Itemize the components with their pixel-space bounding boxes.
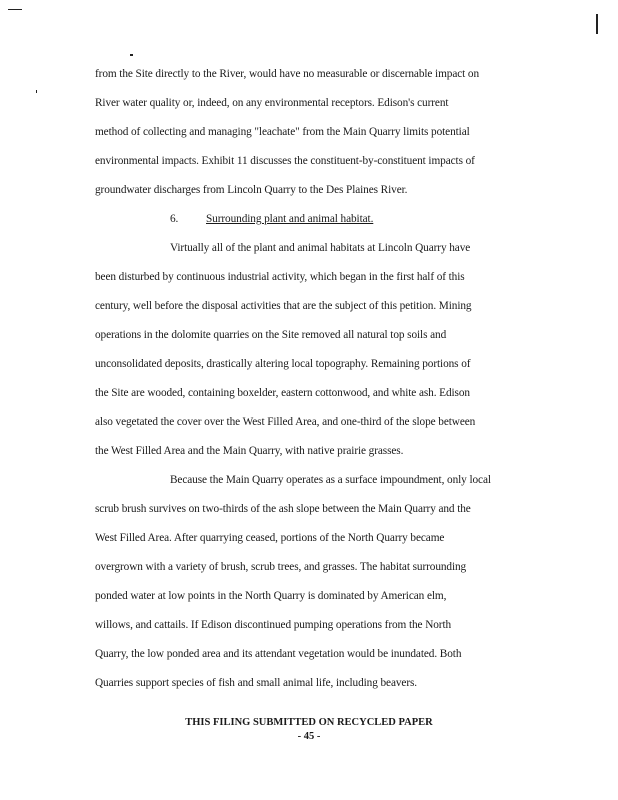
scan-mark-top-left	[8, 9, 22, 10]
text-line: century, well before the disposal activities that are the subject of this petition. Mining	[95, 300, 472, 312]
section-title: Surrounding plant and animal habitat.	[206, 213, 374, 225]
section-number: 6.	[170, 213, 179, 225]
text-line: Virtually all of the plant and animal habitats at Lincoln Quarry have	[170, 242, 471, 254]
text-line: unconsolidated deposits, drastically altering local topography. Remaining portions of	[95, 358, 471, 370]
scan-dot	[130, 54, 133, 56]
text-line: Quarries support species of fish and small animal life, including beavers.	[95, 677, 418, 689]
text-line: willows, and cattails. If Edison discontinued pumping operations from the North	[95, 619, 452, 631]
text-line: environmental impacts. Exhibit 11 discusses the constituent-by-constituent impacts of	[95, 155, 475, 167]
text-line: been disturbed by continuous industrial activity, which began in the first half of this	[95, 271, 465, 283]
scan-mark-top-right	[596, 14, 598, 34]
text-line: the West Filled Area and the Main Quarry, with native prairie grasses.	[95, 445, 404, 457]
text-line: ponded water at low points in the North Quarry is dominated by American elm,	[95, 590, 447, 602]
text-line: scrub brush survives on two-thirds of the ash slope between the Main Quarry and the	[95, 503, 471, 515]
text-line: the Site are wooded, containing boxelder, eastern cottonwood, and white ash. Edison	[95, 387, 470, 399]
page-number: - 45 -	[297, 731, 321, 742]
text-line: also vegetated the cover over the West Filled Area, and one-third of the slope between	[95, 416, 476, 428]
text-line: overgrown with a variety of brush, scrub trees, and grasses. The habitat surrounding	[95, 561, 467, 573]
scan-dot	[36, 90, 37, 93]
text-line: West Filled Area. After quarrying ceased, portions of the North Quarry became	[95, 532, 445, 544]
text-line: operations in the dolomite quarries on the Site removed all natural top soils and	[95, 329, 447, 341]
text-line: Because the Main Quarry operates as a surface impoundment, only local	[170, 474, 491, 486]
recycled-paper-notice: THIS FILING SUBMITTED ON RECYCLED PAPER	[185, 717, 433, 728]
text-line: River water quality or, indeed, on any environmental receptors. Edison's current	[95, 97, 449, 109]
text-line: method of collecting and managing "leachate" from the Main Quarry limits potential	[95, 126, 470, 138]
text-line: groundwater discharges from Lincoln Quarry to the Des Plaines River.	[95, 184, 408, 196]
text-line: Quarry, the low ponded area and its attendant vegetation would be inundated. Both	[95, 648, 462, 660]
text-line: from the Site directly to the River, would have no measurable or discernable impact on	[95, 68, 480, 80]
